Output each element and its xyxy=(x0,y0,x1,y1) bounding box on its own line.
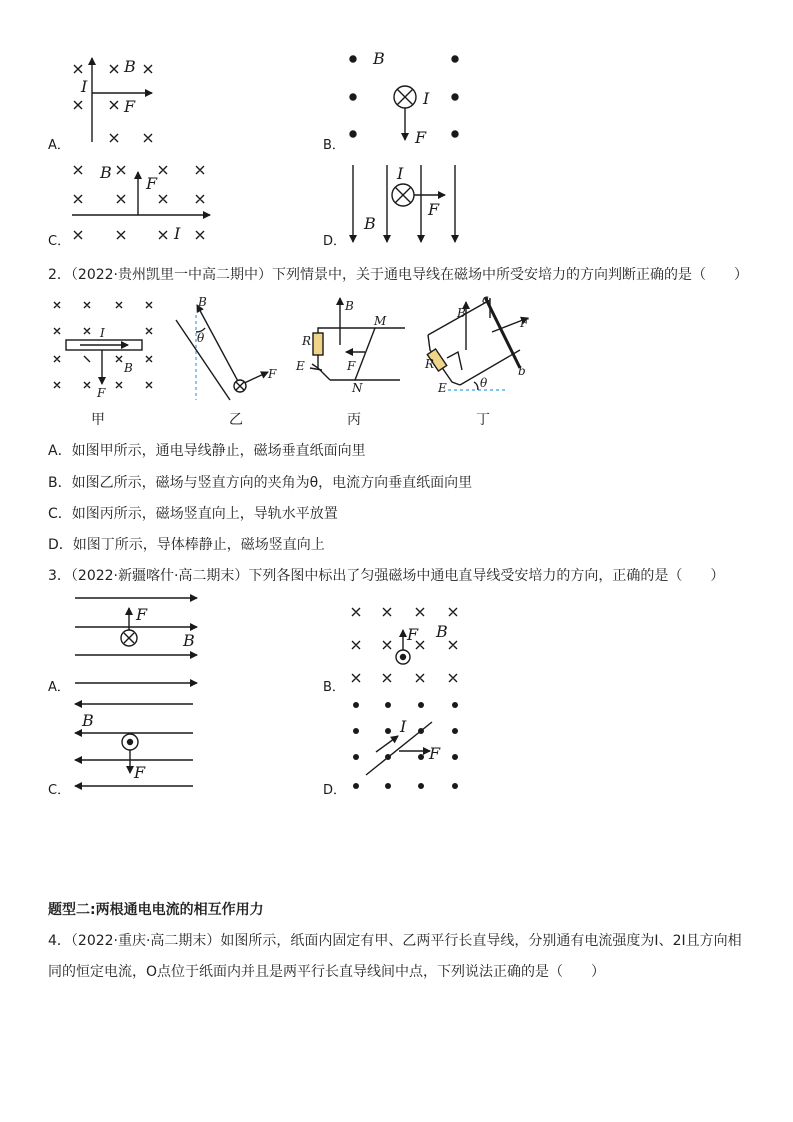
q1a-i-label: I xyxy=(81,77,88,96)
q1-figure-b xyxy=(350,56,458,140)
q3-stem: 3．（2022·新疆喀什·高二期末）下列各图中标出了匀强磁场中通电直导线受安培力的方向，正确的是（ ） xyxy=(48,568,725,584)
q2-figure-ding xyxy=(427,297,528,390)
q2-jia-b: B xyxy=(124,361,133,375)
q2-option-d: D．如图丁所示，导体棒静止，磁场竖直向上 xyxy=(48,537,325,553)
q1c-b-label: B xyxy=(100,163,112,182)
q3-option-b-label: B． xyxy=(323,680,345,695)
q3-figure-d xyxy=(353,702,458,789)
q2-ding-e: E xyxy=(438,381,447,395)
q1b-b-label: B xyxy=(373,49,385,68)
q2-bing-e: E xyxy=(296,359,305,373)
q3c-f-label: F xyxy=(134,763,146,782)
q1-option-b-label: B． xyxy=(323,138,345,153)
q3b-b-label: B xyxy=(436,622,448,641)
q3d-i-label: I xyxy=(400,717,407,736)
q1-figure-a xyxy=(74,58,152,142)
q1-option-c-label: C． xyxy=(48,234,71,249)
q2-bing-r: R xyxy=(302,334,312,348)
q2-ding-theta: θ xyxy=(480,376,488,390)
q3a-b-label: B xyxy=(183,631,195,650)
q1-option-d-label: D． xyxy=(323,234,347,249)
q2-ding-r: R xyxy=(425,357,435,371)
q3d-f-label: F xyxy=(429,744,441,763)
q1b-f-label: F xyxy=(415,128,427,147)
q2-option-b: B．如图乙所示，磁场与竖直方向的夹角为θ，电流方向垂直纸面向里 xyxy=(48,475,473,491)
q2-caption-ding: 丁 xyxy=(476,412,490,428)
q2-bing-n: N xyxy=(352,381,363,395)
q2-ding-a: a xyxy=(482,292,490,306)
q2-option-c: C．如图丙所示，磁场竖直向上，导轨水平放置 xyxy=(48,506,338,522)
q1a-f-label: F xyxy=(124,97,136,116)
q3b-f-label: F xyxy=(407,625,419,644)
q2-ding-f: F xyxy=(520,316,529,330)
q1b-i-label: I xyxy=(423,89,430,108)
q1c-i-label: I xyxy=(174,224,181,243)
q2-figure-jia xyxy=(54,302,152,388)
q2-figure-bing xyxy=(310,298,405,380)
q2-option-a: A．如图甲所示，通电导线静止，磁场垂直纸面向里 xyxy=(48,443,366,459)
section2-title: 题型二:两根通电电流的相互作用力 xyxy=(48,902,264,918)
q2-bing-m: M xyxy=(374,314,387,328)
q1a-b-label: B xyxy=(124,57,136,76)
q2-figure-yi xyxy=(176,305,268,400)
q2-bing-b: B xyxy=(345,299,354,313)
q2-caption-bing: 丙 xyxy=(347,412,361,428)
q1-figure-c xyxy=(72,166,210,239)
q3-option-d-label: D． xyxy=(323,783,347,798)
q2-ding-b-field: B xyxy=(457,306,466,320)
q2-stem: 2．（2022·贵州凯里一中高二期中）下列情景中，关于通电导线在磁场中所受安培力的方向判断正确的是（ ） xyxy=(48,267,748,283)
q2-ding-b-end: b xyxy=(518,364,526,378)
q3c-b-label: B xyxy=(82,711,94,730)
q2-yi-b: B xyxy=(198,295,207,309)
q3-option-c-label: C． xyxy=(48,783,71,798)
q2-jia-f: F xyxy=(97,386,106,400)
q3-figure-b xyxy=(352,608,457,682)
q1-option-a-label: A． xyxy=(48,138,70,153)
q2-jia-i: I xyxy=(100,326,105,340)
q1d-b-label: B xyxy=(364,214,376,233)
q4-stem-line1: 4．（2022·重庆·高二期末）如图所示，纸面内固定有甲、乙两平行长直导线，分别通有电流强度为I、2I且方向相 xyxy=(48,933,742,949)
q1d-i-label: I xyxy=(397,164,404,183)
q2-yi-theta: θ xyxy=(197,331,205,345)
q2-yi-f: F xyxy=(268,367,277,381)
q2-caption-jia: 甲 xyxy=(91,412,105,428)
q2-caption-yi: 乙 xyxy=(229,412,243,428)
q2-bing-f: F xyxy=(347,359,356,373)
q3-option-a-label: A． xyxy=(48,680,70,695)
q3a-f-label: F xyxy=(136,605,148,624)
q4-stem-line2: 同的恒定电流，O点位于纸面内并且是两平行长直导线间中点，下列说法正确的是（ ） xyxy=(48,964,606,980)
q1d-f-label: F xyxy=(428,200,440,219)
q1c-f-label: F xyxy=(146,174,158,193)
